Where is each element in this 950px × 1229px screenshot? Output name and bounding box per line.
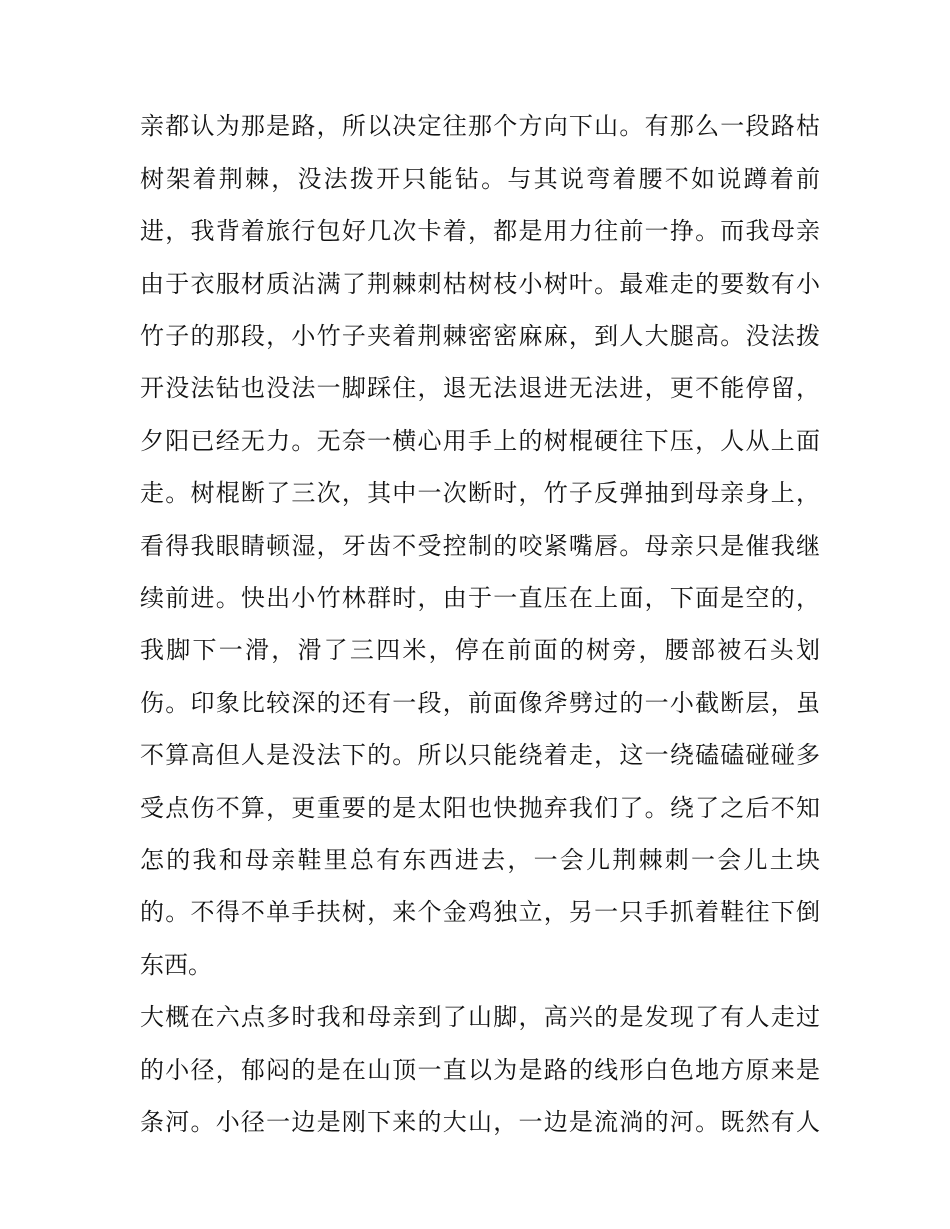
text-line: 的。不得不单手扶树，来个金鸡独立，另一只手抓着鞋往下倒 — [140, 898, 820, 926]
text-line: 怎的我和母亲鞋里总有东西进去，一会儿荆棘刺一会儿土块 — [140, 846, 820, 874]
text-line: 不算高但人是没法下的。所以只能绕着走，这一绕磕磕碰碰多 — [140, 741, 820, 769]
text-line: 亲都认为那是路，所以决定往那个方向下山。有那么一段路枯 — [140, 112, 820, 140]
text-line: 伤。印象比较深的还有一段，前面像斧劈过的一小截断层，虽 — [140, 689, 820, 717]
text-line: 竹子的那段，小竹子夹着荆棘密密麻麻，到人大腿高。没法拨 — [140, 322, 820, 350]
text-line: 夕阳已经无力。无奈一横心用手上的树棍硬往下压，人从上面 — [140, 427, 820, 455]
text-line: 树架着荆棘，没法拨开只能钻。与其说弯着腰不如说蹲着前 — [140, 165, 820, 193]
text-line: 条河。小径一边是刚下来的大山，一边是流淌的河。既然有人 — [140, 1108, 820, 1136]
text-line: 开没法钻也没法一脚踩住，退无法退进无法进，更不能停留， — [140, 374, 820, 402]
text-line: 进，我背着旅行包好几次卡着，都是用力往前一挣。而我母亲 — [140, 217, 820, 245]
text-line: 的小径，郁闷的是在山顶一直以为是路的线形白色地方原来是 — [140, 1056, 820, 1084]
text-line: 我脚下一滑，滑了三四米，停在前面的树旁，腰部被石头划 — [140, 636, 820, 664]
text-line: 受点伤不算，更重要的是太阳也快抛弃我们了。绕了之后不知 — [140, 794, 820, 822]
text-line: 大概在六点多时我和母亲到了山脚，高兴的是发现了有人走过 — [140, 1003, 820, 1031]
text-line: 走。树棍断了三次，其中一次断时，竹子反弹抽到母亲身上， — [140, 479, 820, 507]
text-line: 由于衣服材质沾满了荆棘刺枯树枝小树叶。最难走的要数有小 — [140, 270, 820, 298]
text-line: 看得我眼睛顿湿，牙齿不受控制的咬紧嘴唇。母亲只是催我继 — [140, 532, 820, 560]
text-line: 东西。 — [140, 951, 212, 979]
text-line: 续前进。快出小竹林群时，由于一直压在上面，下面是空的， — [140, 584, 820, 612]
